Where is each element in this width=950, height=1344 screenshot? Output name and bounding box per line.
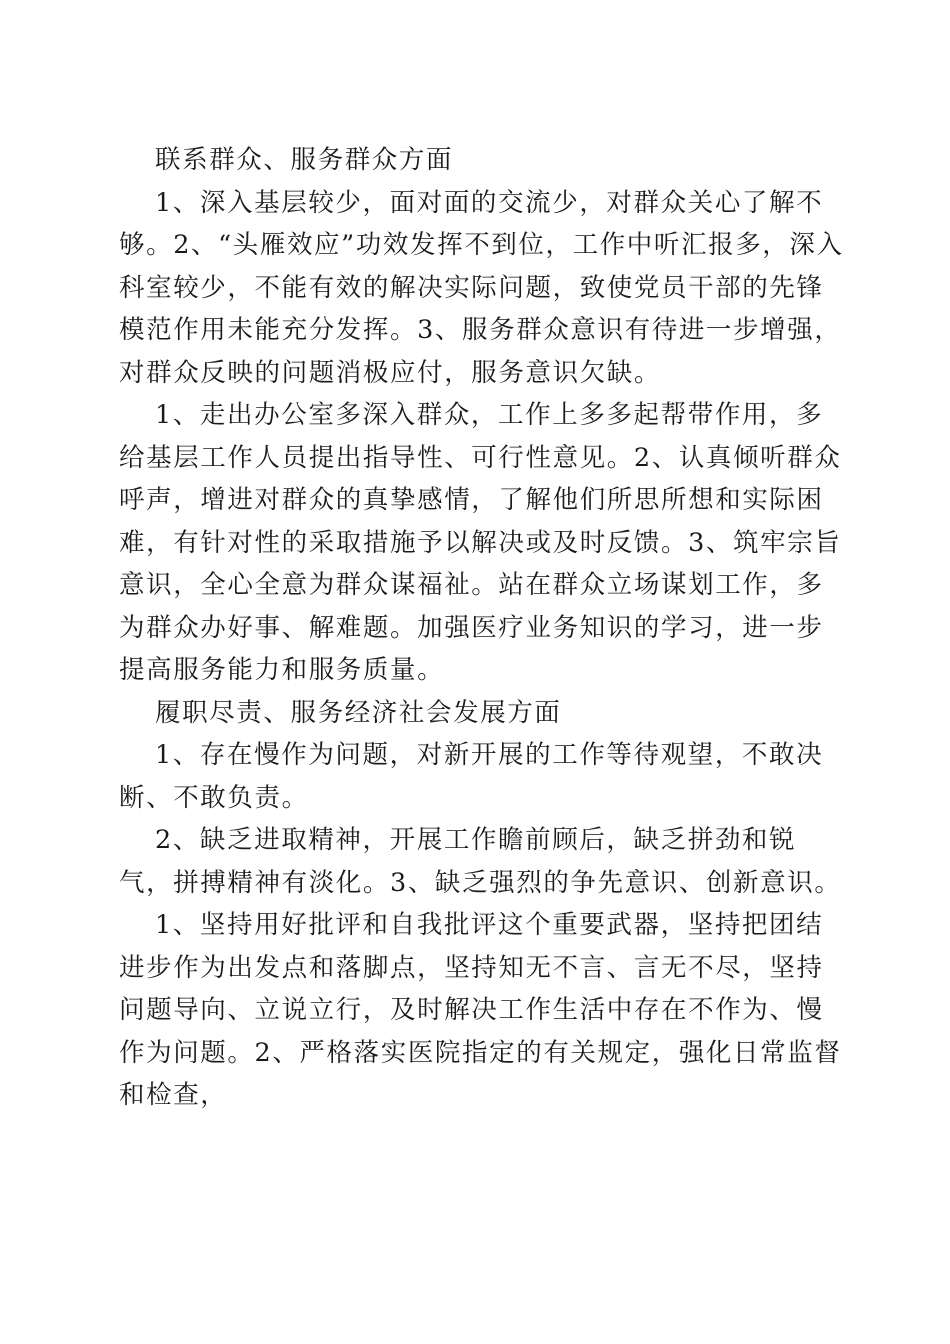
paragraph-measures-masses: 1、走出办公室多深入群众，工作上多多起帮带作用，多给基层工作人员提出指导性、可行性意见。2、认真倾听群众呼声，增进对群众的真挚感情，了解他们所思所想和实际困难，有针对性的采取措施予以解决或及时反馈。3、筑牢宗旨意识，全心全意为群众谋福祉。站在群众立场谋划工作，多为群众办好事、解难题。加强医疗业务知识的学习，进一步提高服务能力和服务质量。 bbox=[119, 400, 842, 685]
paragraph-problem-slow-action: 1、存在慢作为问题，对新开展的工作等待观望，不敢决断、不敢负责。 bbox=[119, 740, 824, 813]
document-page bbox=[119, 139, 844, 1117]
paragraph-problem-lack-initiative: 2、缺乏进取精神，开展工作瞻前顾后，缺乏拼劲和锐气，拼搏精神有淡化。3、缺乏强烈的争先意识、创新意识。 bbox=[119, 825, 842, 898]
paragraph-problems-masses: 1、深入基层较少，面对面的交流少，对群众关心了解不够。2、“头雁效应”功效发挥不到位，工作中听汇报多，深入科室较少，不能有效的解决实际问题，致使党员干部的先锋模范作用未能充分发挥。3、服务群众意识有待进一步增强，对群众反映的问题消极应付，服务意识欠缺。 bbox=[119, 187, 844, 388]
section-heading-serving-masses: 联系群众、服务群众方面 bbox=[155, 145, 454, 175]
section-heading-duty-performance: 履职尽责、服务经济社会发展方面 bbox=[155, 697, 562, 728]
paragraph-measures-duty: 1、坚持用好批评和自我批评这个重要武器，坚持把团结进步作为出发点和落脚点，坚持知无不言、言无不尽，坚持问题导向、立说立行，及时解决工作生活中存在不作为、慢作为问题。2、严格落实医院指定的有关规定，强化日常监督和检查， bbox=[119, 910, 842, 1110]
